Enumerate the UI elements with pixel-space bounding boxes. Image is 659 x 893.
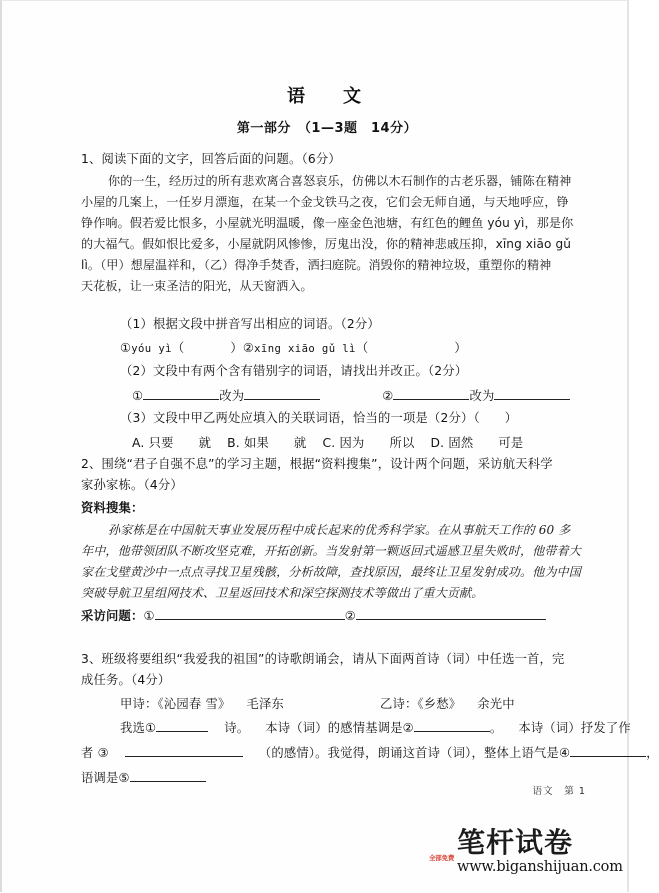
sub2-item1-wrong-blank[interactable] <box>143 388 219 400</box>
question-1-block <box>54 149 594 297</box>
question-1-sub-2-block <box>54 361 594 407</box>
watermark-logo <box>429 826 637 890</box>
question-1-sub-2-answers <box>54 386 594 407</box>
poem-b-title[interactable]: 《乡愁》 <box>417 696 462 711</box>
task-line-1 <box>54 718 631 739</box>
sub2-item2-connector: 改为 <box>469 388 495 403</box>
poem-b-label: 乙诗： <box>379 696 418 711</box>
question-1-sub-1-answers <box>54 338 594 360</box>
question-1-sub-2-label: （2）文段中有两个含有错别字的词语，请找出并改正。（2分） <box>120 364 468 378</box>
task-yudiao-blank[interactable] <box>130 770 206 782</box>
poem-a-label: 甲诗： <box>120 696 158 711</box>
sub2-item2-correct-blank[interactable] <box>494 388 570 400</box>
sub1-item1-number: ① <box>120 340 132 355</box>
page-content-area <box>54 1 659 893</box>
question-2-block <box>54 454 594 627</box>
sub1-item2-number: ② <box>242 340 255 355</box>
question-1-sub-1-label: （1）根据文段中拼音写出相应的词语。（2分） <box>120 317 380 331</box>
sub1-item2-paren-close: ） <box>454 340 467 355</box>
passage-line-4: 的大福气。假如恨比爱多，小屋就阴风惨惨，厉鬼出没，你的精神悲戚压抑，xīng xiāo gǔ <box>81 236 572 251</box>
task-author-blank[interactable] <box>125 745 243 757</box>
question-1-sub-3-label: （3）文段中甲乙两处应填入的关联词语，恰当的一项是（2分）（ ） <box>120 411 518 425</box>
passage-line-3: 铮作响。假若爱比恨多，小屋就光明温暖，像一座金色池塘，有红色的鲤鱼 yóu yì，那是你 <box>81 215 574 230</box>
poem-choices-row <box>54 694 594 715</box>
material-line-2: 年中，他带领团队不断攻坚克难，开拓创新。当发射第一颗返回式遥感卫星失败时，他带着大 <box>81 544 581 559</box>
answer-item1-blank[interactable] <box>155 608 345 620</box>
task-recite-text: （的感情）。我觉得，朗诵这首诗（词），整体上语气是④ <box>258 746 571 761</box>
sub1-item2-pinyin: xīng xiāo gǔ lì <box>254 342 356 355</box>
task-author-prefix: 者 ③ <box>81 746 109 761</box>
material-label: 资料搜集： <box>81 500 144 515</box>
page-title: 语 文 <box>287 86 371 107</box>
answer-item1-number: ① <box>143 609 155 624</box>
question-3-stem-line-1: 3、班级将要组织“我爱我的祖国”的诗歌朗诵会，请从下面两首诗（词）中任选一首，完 <box>81 652 565 666</box>
poem-a-author: 毛泽东 <box>246 696 284 711</box>
task-tone-blank[interactable] <box>414 720 490 732</box>
answer-label: 采访问题： <box>81 609 144 624</box>
task-select-blank[interactable] <box>156 720 208 732</box>
material-line-3: 家在戈壁黄沙中一点点寻找卫星残骸，分析故障，查找原因，最终让卫星发射成功。他为中国 <box>81 565 581 580</box>
sub1-item2-paren-open: （ <box>355 340 369 355</box>
option-d[interactable]: D. 固然 可是 <box>430 435 524 450</box>
question-2-stem-line-2: 家孙家栋。（4分） <box>81 477 183 492</box>
poem-b-author: 余光中 <box>477 696 515 711</box>
question-2-answer-row <box>54 606 594 627</box>
task-yuqi-comma: ， <box>646 746 659 761</box>
sub2-item1-connector: 改为 <box>219 388 245 403</box>
task-line-2 <box>54 743 659 764</box>
sub1-item1-paren-close: ） <box>230 340 243 355</box>
watermark-url: www.biganshijuan.com <box>457 859 623 875</box>
passage-line-1: 你的一生，经历过的所有悲欢离合喜怒哀乐，仿佛以木石制作的古老乐器，铺陈在精神 <box>108 173 572 188</box>
question-2-stem-line-1: 2、围绕“君子自强不息”的学习主题，根据“资料搜集”，设计两个问题，采访航天科学 <box>81 457 553 471</box>
page-footer: 语文 第 1 <box>532 786 586 797</box>
question-1-sub-1-block <box>54 314 594 360</box>
question-1-sub-3-options <box>54 433 594 454</box>
task-tone-prefix: 本诗（词）的感情基调是② <box>265 721 414 736</box>
task-yudiao-prefix: 语调是⑤ <box>81 770 130 785</box>
question-1-sub-3-block <box>54 408 594 454</box>
sub2-item1-correct-blank[interactable] <box>244 388 320 400</box>
material-line-1: 孙家栋是在中国航天事业发展历程中成长起来的优秀科学家。在从事航天工作的 60 多 <box>108 523 571 538</box>
task-tone-period: 。 <box>489 721 503 736</box>
task-select-prefix: 我选① <box>120 721 157 736</box>
material-line-4: 突破导航卫星组网技术、卫星返回技术和深空探测技术等做出了重大贡献。 <box>81 586 484 601</box>
sub2-item2-wrong-blank[interactable] <box>393 388 469 400</box>
passage-line-2: 小屋的几案上，一任岁月漂迤，在某一个金戈铁马之夜，它们会无师自通，与天地呼应，铮 <box>81 194 569 209</box>
poem-a-title[interactable]: 《沁园春 雪》 <box>157 696 231 711</box>
passage-line-6: 天花板，让一束圣洁的阳光，从天窗洒入。 <box>81 278 313 293</box>
option-c[interactable]: C. 因为 所以 <box>322 435 415 450</box>
sub1-item1-paren-open: （ <box>171 340 185 355</box>
option-b[interactable]: B. 如果 就 <box>227 435 307 450</box>
task-emotion-prefix: 本诗（词）抒发了作 <box>518 721 631 736</box>
sub2-item2-number: ② <box>382 388 394 403</box>
watermark-free-badge: 全部免费 <box>429 854 455 862</box>
option-a[interactable]: A. 只要 就 <box>132 435 212 450</box>
section-heading-part1: 第一部分 （1—3题 14分） <box>236 120 418 136</box>
watermark-brand: 笔杆试卷 <box>457 826 574 859</box>
answer-item2-number: ② <box>344 609 356 624</box>
sub2-item1-number: ① <box>132 388 144 403</box>
question-3-block <box>54 649 659 789</box>
passage-line-5: lì。（甲）想屋温祥和，（乙）得净手焚香，洒扫庭院。消毁你的精神垃圾，重塑你的精神 <box>81 257 552 272</box>
answer-item2-blank[interactable] <box>356 608 546 620</box>
question-3-stem-line-2: 成任务。（4分） <box>81 672 171 687</box>
question-1-stem: 1、阅读下面的文字，回答后面的问题。（6分） <box>81 152 341 166</box>
task-select-suffix: 诗。 <box>224 721 250 736</box>
task-yuqi-blank[interactable] <box>570 745 646 757</box>
sub1-item1-pinyin: yóu yì <box>131 342 172 355</box>
